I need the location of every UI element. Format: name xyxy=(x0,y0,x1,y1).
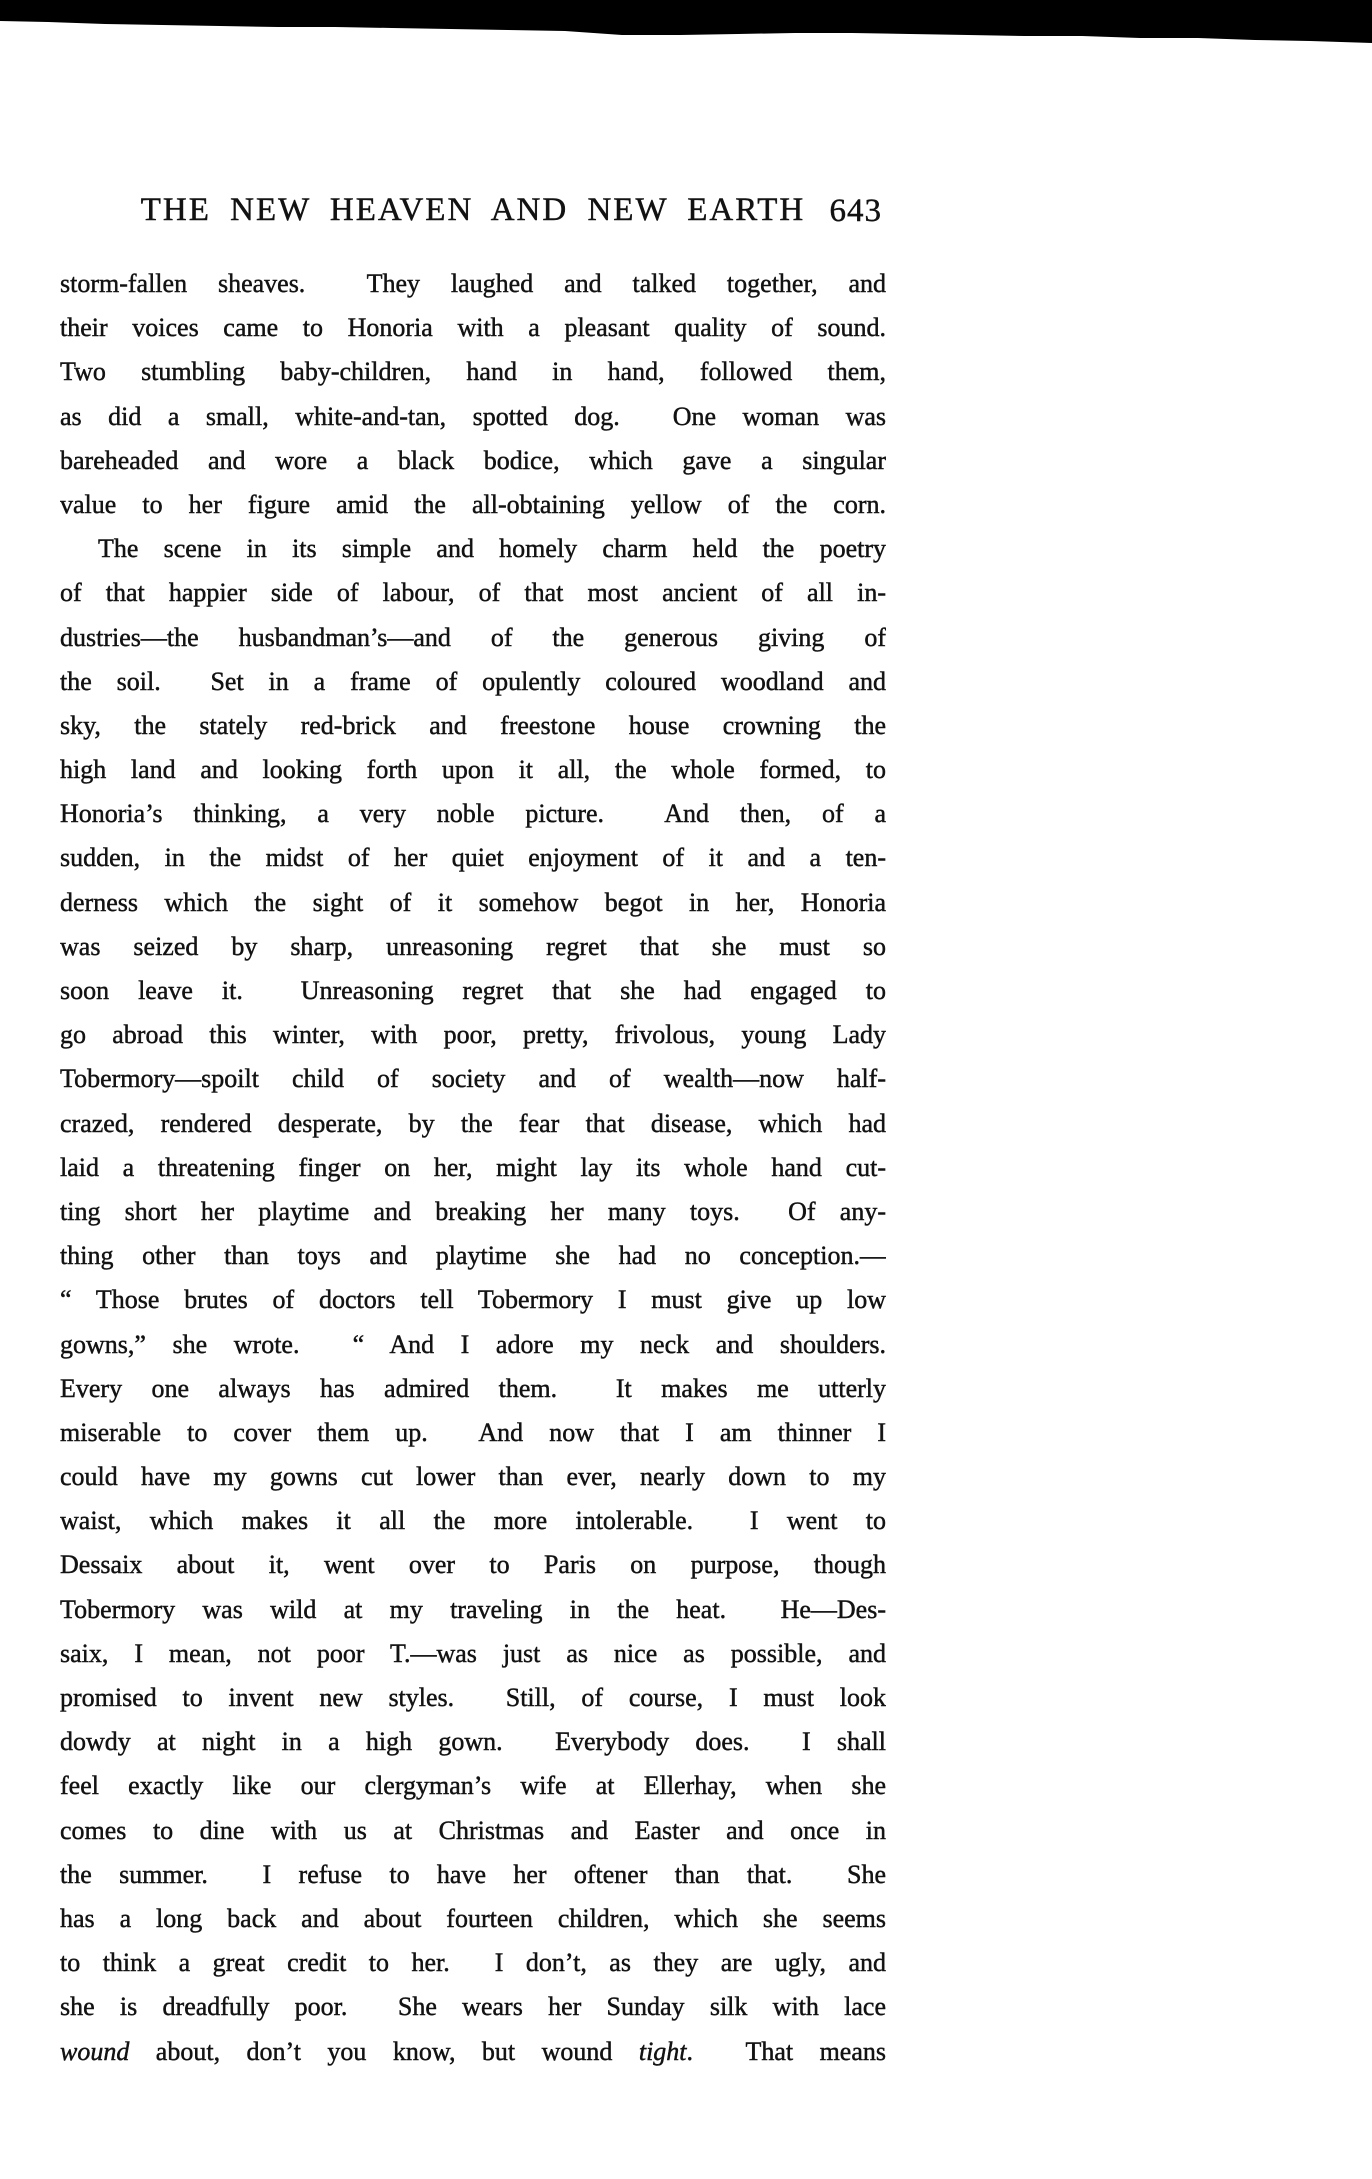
scan-artifact-top xyxy=(0,0,1372,48)
text-line: has a long back and about fourteen children, which she seems xyxy=(60,1903,886,1933)
text-line: Every one always has admired them. It makes me utterly xyxy=(60,1373,886,1403)
text-line: miserable to cover them up. And now that I am thinner I xyxy=(60,1417,886,1447)
text-line: crazed, rendered desperate, by the fear that disease, which had xyxy=(60,1108,886,1138)
text-line: promised to invent new styles. Still, of course, I must look xyxy=(60,1683,886,1712)
text-line: “ Those brutes of doctors tell Tobermory I must give up low xyxy=(60,1285,886,1315)
text-line: could have my gowns cut lower than ever, nearly down to my xyxy=(60,1462,886,1492)
text-line: the soil. Set in a frame of opulently coloured woodland and xyxy=(60,666,886,696)
text-line: The scene in its simple and homely charm held the poetry xyxy=(98,534,886,564)
text-line: bareheaded and wore a black bodice, which gave a singular xyxy=(60,445,886,475)
text-line: soon leave it. Unreasoning regret that she had engaged to xyxy=(60,976,886,1005)
text-line: sudden, in the midst of her quiet enjoyment of it and a ten- xyxy=(60,843,886,873)
text-line: of that happier side of labour, of that most ancient of all in- xyxy=(60,578,886,608)
text-line: saix, I mean, not poor T.—was just as nice as possible, and xyxy=(60,1638,886,1668)
text-line: sky, the stately red-brick and freestone house crowning the xyxy=(60,710,886,740)
text-line: Tobermory—spoilt child of society and of wealth—now half- xyxy=(60,1064,886,1094)
text-line: Honoria’s thinking, a very noble picture. And then, of a xyxy=(60,799,886,829)
text-line: derness which the sight of it somehow begot in her, Honoria xyxy=(60,887,886,917)
text-line: was seized by sharp, unreasoning regret that she must so xyxy=(60,931,886,961)
text-line: go abroad this winter, with poor, pretty, frivolous, young Lady xyxy=(60,1020,886,1050)
text-line: she is dreadfully poor. She wears her Sunday silk with lace xyxy=(60,1992,886,2022)
page-number: 643 xyxy=(829,193,882,229)
text-line: the summer. I refuse to have her oftener than that. She xyxy=(60,1859,886,1889)
text-line: to think a great credit to her. I don’t, as they are ugly, and xyxy=(60,1948,886,1978)
text-line: wound about, don’t you know, but wound tight. That means xyxy=(60,2036,886,2066)
text-line: thing other than toys and playtime she had no conception.— xyxy=(60,1241,886,1271)
text-line: dustries—the husbandman’s—and of the generous giving of xyxy=(60,622,886,652)
text-line: Dessaix about it, went over to Paris on purpose, though xyxy=(60,1550,886,1580)
running-head xyxy=(60,190,886,230)
text-line: comes to dine with us at Christmas and Easter and once in xyxy=(60,1815,886,1845)
text-line: ting short her playtime and breaking her many toys. Of any- xyxy=(60,1196,886,1226)
text-line: feel exactly like our clergyman’s wife at Ellerhay, when she xyxy=(60,1771,886,1801)
text-line: dowdy at night in a high gown. Everybody does. I shall xyxy=(60,1727,886,1757)
text-line: gowns,” she wrote. “ And I adore my neck and shoulders. xyxy=(60,1329,886,1359)
text-line: high land and looking forth upon it all, the whole formed, to xyxy=(60,755,886,785)
text-line: storm-fallen sheaves. They laughed and talked together, and xyxy=(60,269,886,298)
text-line: their voices came to Honoria with a pleasant quality of sound. xyxy=(60,313,886,343)
page-text xyxy=(60,262,886,2074)
text-line: laid a threatening finger on her, might lay its whole hand cut- xyxy=(60,1152,886,1182)
text-line: Tobermory was wild at my traveling in the heat. He—Des- xyxy=(60,1594,886,1624)
text-line: value to her figure amid the all-obtaining yellow of the corn. xyxy=(60,489,886,519)
text-line: Two stumbling baby-children, hand in hand, followed them, xyxy=(60,357,886,387)
page-title: THE NEW HEAVEN AND NEW EARTH xyxy=(140,192,806,228)
text-line: as did a small, white-and-tan, spotted dog. One woman was xyxy=(60,401,886,431)
text-line: waist, which makes it all the more intolerable. I went to xyxy=(60,1506,886,1536)
